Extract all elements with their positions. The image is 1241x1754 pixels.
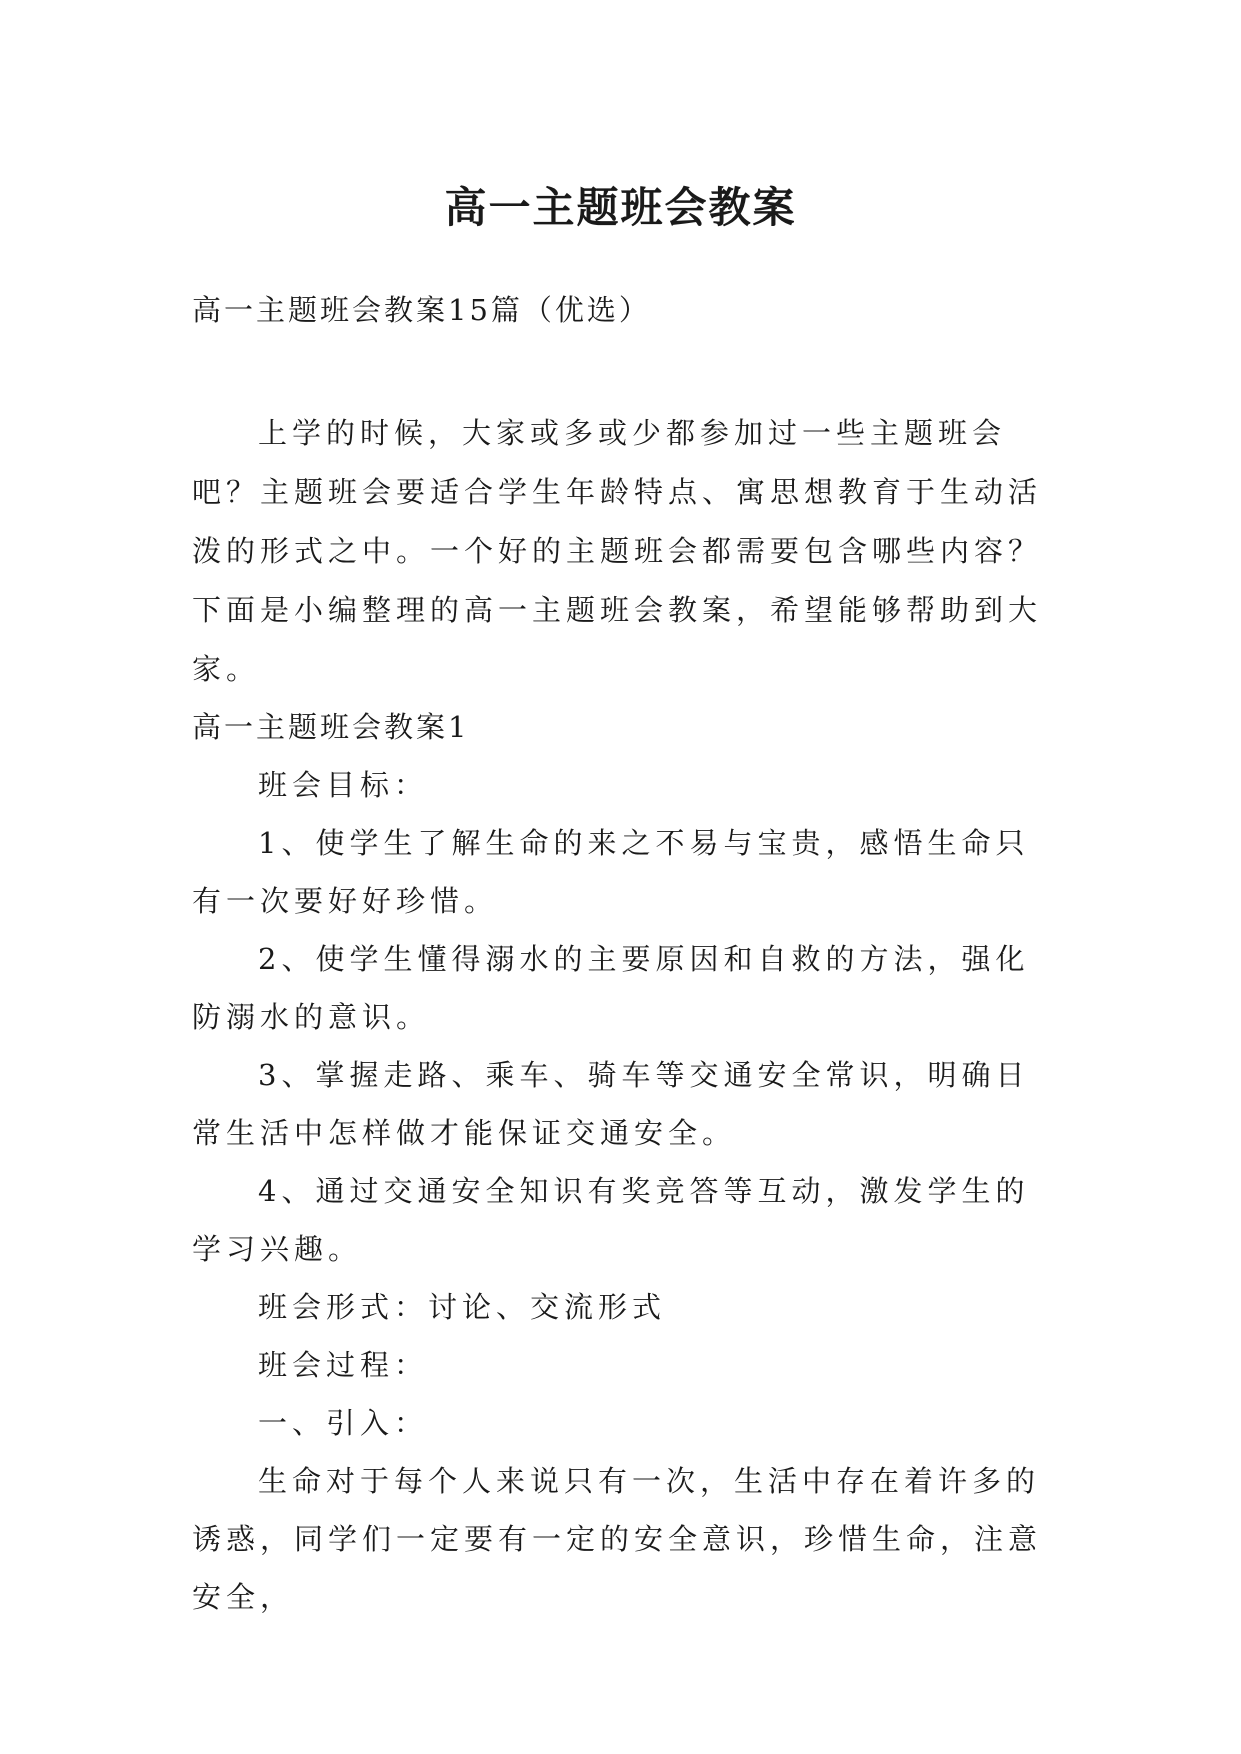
- intro-step-label: 一、引入：: [258, 1406, 429, 1440]
- body-paragraph: 生命对于每个人来说只有一次，生活中存在着许多的诱惑，同学们一定要有一定的安全意识，珍惜生命，注意安全，: [192, 1464, 1043, 1614]
- section-heading: 高一主题班会教案1: [192, 710, 470, 744]
- document-subtitle: 高一主题班会教案15篇（优选）: [192, 293, 651, 327]
- process-label: 班会过程：: [258, 1348, 429, 1382]
- document-title: 高一主题班会教案: [444, 183, 797, 233]
- goal-item-4: 4、通过交通安全知识有奖竞答等互动，激发学生的学习兴趣。: [192, 1174, 1030, 1266]
- goal-item-3: 3、掌握走路、乘车、骑车等交通安全常识，明确日常生活中怎样做才能保证交通安全。: [192, 1058, 1030, 1150]
- goal-item-1: 1、使学生了解生命的来之不易与宝贵，感悟生命只有一次要好好珍惜。: [192, 826, 1030, 918]
- format-line: 班会形式：讨论、交流形式: [258, 1290, 667, 1324]
- goal-label: 班会目标：: [258, 768, 429, 802]
- goal-item-2: 2、使学生懂得溺水的主要原因和自救的方法，强化防溺水的意识。: [192, 942, 1030, 1034]
- intro-paragraph: 上学的时候，大家或多或少都参加过一些主题班会吧？主题班会要适合学生年龄特点、寓思想教育于生动活泼的形式之中。一个好的主题班会都需要包含哪些内容？下面是小编整理的高一主题班会教案，希望能够帮助到大家。: [192, 416, 1043, 686]
- section-1: [192, 698, 1052, 1626]
